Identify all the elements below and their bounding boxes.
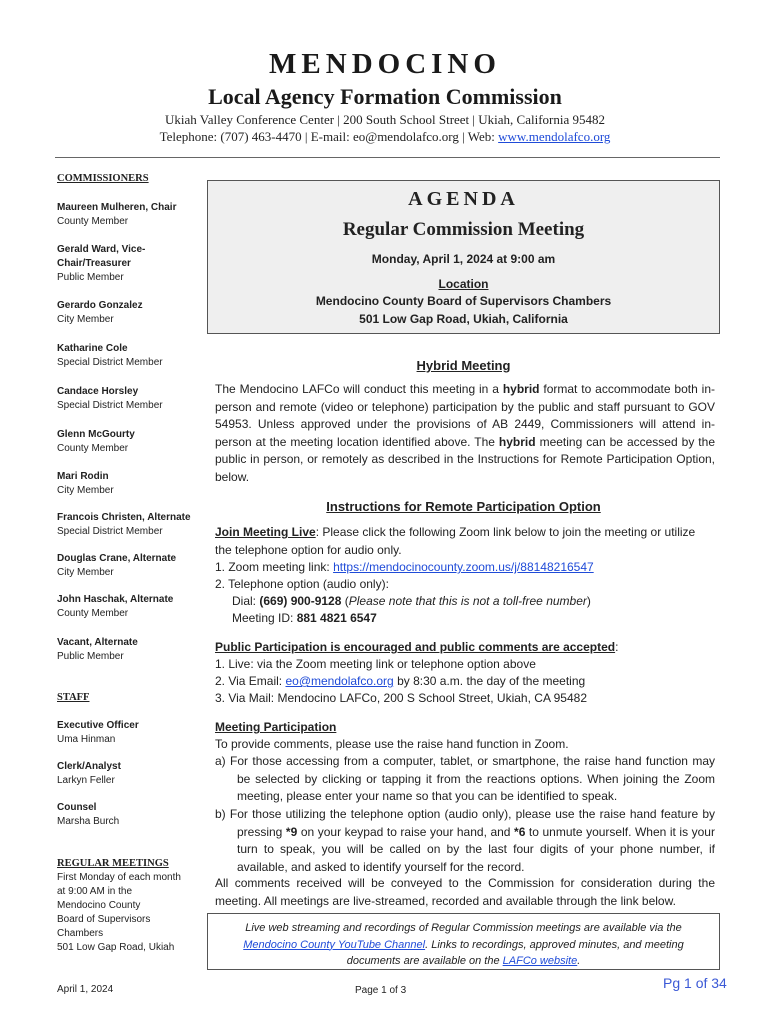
- zoom-item: [215, 559, 715, 577]
- commissioner-name: Candace Horsley: [57, 386, 139, 397]
- commissioner-role: City Member: [57, 314, 114, 325]
- public-label-line: [215, 639, 715, 657]
- text: 2. Via Email:: [215, 674, 286, 688]
- meetings-line: Chambers: [57, 928, 104, 939]
- text: by 8:30 a.m. the day of the meeting: [393, 674, 586, 688]
- text: Meeting ID:: [232, 611, 297, 625]
- commissioner-entry: [57, 470, 197, 498]
- commissioner-role: Special District Member: [57, 526, 163, 537]
- commissioner-name: Douglas Crane, Alternate: [57, 553, 177, 564]
- hybrid-heading: Hybrid Meeting: [416, 358, 511, 373]
- website-link[interactable]: www.mendolafco.org: [498, 129, 611, 144]
- participation-intro: To provide comments, please use the raise hand function in Zoom.: [215, 737, 569, 751]
- hybrid-paragraph: [215, 381, 715, 486]
- join-label: Join Meeting Live: [215, 525, 316, 539]
- meetings-info: [57, 871, 197, 955]
- meetings-line: Board of Supervisors: [57, 914, 151, 925]
- commissioner-role: Special District Member: [57, 400, 163, 411]
- commissioner-role: Special District Member: [57, 357, 163, 368]
- org-subtitle: Local Agency Formation Commission: [208, 84, 562, 109]
- text: 1. Zoom meeting link:: [215, 560, 334, 574]
- commissioner-role: City Member: [57, 485, 114, 496]
- commissioner-name: Gerald Ward, Vice-: [57, 244, 146, 255]
- youtube-link[interactable]: Mendocino County YouTube Channel: [243, 938, 426, 951]
- remote-heading: Instructions for Remote Participation Option: [326, 499, 601, 514]
- commissioner-name-cont: Chair/Treasurer: [57, 258, 131, 269]
- text: . Links to recordings, approved minutes, and meeting documents are available on the: [346, 938, 684, 967]
- header-divider: [55, 157, 720, 158]
- contact-line: [0, 129, 770, 145]
- commissioner-entry: [57, 243, 197, 285]
- commissioner-name: Gerardo Gonzalez: [57, 300, 143, 311]
- location-label: Location: [438, 277, 489, 291]
- meetings-heading: REGULAR MEETINGS: [57, 858, 169, 869]
- commissioner-role: Public Member: [57, 651, 124, 662]
- meetings-line: at 9:00 AM in the: [57, 886, 133, 897]
- participation-item-a: a) For those accessing from a computer, tablet, or smartphone, the raise hand function may be selected by clicking or tapping it from the reactions options. When joining the Zoom meeting, please enter your name so that you can be identified to speak.: [215, 754, 715, 803]
- zoom-link[interactable]: https://mendocinocounty.zoom.us/j/88148216547: [333, 560, 594, 574]
- dial-note: Please note that this is not a toll-free number: [348, 594, 587, 608]
- text: : Please click the following Zoom link below to join the meeting or utilize the telephone option for audio only.: [215, 525, 696, 557]
- staff-entry: [57, 760, 197, 788]
- meeting-date: Monday, April 1, 2024 at 9:00 am: [371, 252, 556, 266]
- commissioner-entry: [57, 552, 197, 580]
- text: b) For those utilizing the telephone option (audio only), please use the raise hand feature by pressing: [215, 807, 715, 839]
- commissioner-name: Francois Christen, Alternate: [57, 512, 191, 523]
- location-line: Mendocino County Board of Supervisors Chambers: [315, 294, 612, 308]
- commissioner-role: County Member: [57, 443, 129, 454]
- join-paragraph: [215, 524, 715, 559]
- commissioner-role: County Member: [57, 608, 129, 619]
- commissioner-name: Glenn McGourty: [57, 429, 135, 440]
- agenda-box: [207, 180, 720, 334]
- meeting-type: Regular Commission Meeting: [342, 219, 585, 240]
- participation-label-line: [215, 719, 715, 737]
- email-link[interactable]: eo@mendolafco.org: [285, 674, 394, 688]
- commissioner-entry: [57, 299, 197, 327]
- phone-item: 2. Telephone option (audio only):: [215, 577, 389, 591]
- commissioner-role: City Member: [57, 567, 114, 578]
- participation-label: Meeting Participation: [215, 720, 337, 734]
- viewer-page-indicator: Pg 1 of 34: [663, 975, 727, 991]
- commissioner-name: Katharine Cole: [57, 343, 128, 354]
- participation-closing: All comments received will be conveyed to the Commission for consideration during the meeting. All meetings are live-streamed, recorded and available through the link below.: [215, 876, 715, 908]
- commissioner-entry: [57, 636, 197, 664]
- meeting-id: 881 4821 6547: [296, 611, 377, 625]
- text: format to accommodate both in-person and remote (video or telephone) participation by the public and staff pursuant to GOV 54953. Unless approved under the provisions of AB 2449, Commissioners will attend in-person at the meeting location identified above. The: [215, 382, 716, 449]
- dial-number: (669) 900-9128: [259, 594, 342, 608]
- commissioner-entry: [57, 428, 197, 456]
- footer-page-number: Page 1 of 3: [355, 985, 407, 996]
- text: :: [615, 640, 619, 654]
- public-label: Public Participation is encouraged and public comments are accepted: [215, 640, 616, 654]
- staff-entry: [57, 719, 197, 747]
- text: to unmute yourself. When it is your turn to speak, you will be called on by the last four digits of your phone number, if available, and asked to identify yourself for the record.: [237, 824, 715, 874]
- meetings-line: Mendocino County: [57, 900, 141, 911]
- streaming-notice: [207, 913, 720, 970]
- footer-date: April 1, 2024: [57, 984, 114, 995]
- commissioner-name: John Haschak, Alternate: [57, 594, 174, 605]
- text: on your keypad to raise your hand, and: [297, 824, 515, 839]
- staff-heading: STAFF: [57, 692, 90, 703]
- agenda-title: AGENDA: [408, 188, 519, 210]
- org-title: MENDOCINO: [269, 48, 501, 80]
- public-item: [215, 673, 715, 691]
- commissioner-role: County Member: [57, 216, 129, 227]
- staff-title: Clerk/Analyst: [57, 761, 121, 772]
- staff-title: Counsel: [57, 802, 97, 813]
- commissioner-name: Vacant, Alternate: [57, 637, 138, 648]
- lafco-website-link[interactable]: LAFCo website: [502, 955, 578, 967]
- staff-title: Executive Officer: [57, 720, 139, 731]
- location-line: 501 Low Gap Road, Ukiah, California: [359, 312, 568, 326]
- staff-name: Larkyn Feller: [57, 775, 115, 786]
- commissioner-name: Maureen Mulheren, Chair: [57, 202, 177, 213]
- text: The Mendocino LAFCo will conduct this meeting in a: [215, 382, 503, 396]
- bold-text: hybrid: [502, 382, 540, 396]
- staff-name: Uma Hinman: [57, 734, 116, 745]
- meetings-line: First Monday of each month: [57, 872, 181, 883]
- bold-text: hybrid: [498, 434, 536, 449]
- commissioner-entry: [57, 511, 197, 539]
- commissioner-entry: [57, 593, 197, 621]
- dial-line: [232, 593, 732, 611]
- commissioner-entry: [57, 385, 197, 413]
- meetings-line: 501 Low Gap Road, Ukiah: [57, 942, 175, 953]
- contact-text: Telephone: (707) 463-4470 | E-mail: eo@mendolafco.org | Web:: [159, 129, 499, 144]
- commissioner-entry: [57, 342, 197, 370]
- key-code: *9: [285, 824, 298, 839]
- public-item: 1. Live: via the Zoom meeting link or telephone option above: [215, 657, 536, 671]
- commissioner-entry: [57, 201, 197, 229]
- commissioners-heading: COMMISSIONERS: [57, 173, 149, 184]
- text: Live web streaming and recordings of Regular Commission meetings are available via the: [245, 922, 682, 934]
- public-item: 3. Via Mail: Mendocino LAFCo, 200 S School Street, Ukiah, CA 95482: [215, 691, 587, 705]
- address-line: Ukiah Valley Conference Center | 200 South School Street | Ukiah, California 95482: [164, 112, 605, 127]
- text: ): [586, 594, 591, 608]
- participation-item-b: [215, 806, 715, 876]
- text: meeting can be accessed by the public in person, or remotely as described in the Instructions for Remote Participation Option, below.: [215, 434, 715, 484]
- text: .: [577, 955, 581, 967]
- commissioner-name: Mari Rodin: [57, 471, 109, 482]
- key-code: *6: [514, 824, 526, 839]
- meeting-id-line: [232, 610, 732, 628]
- text: Dial:: [232, 594, 260, 608]
- staff-name: Marsha Burch: [57, 816, 120, 827]
- commissioner-role: Public Member: [57, 272, 124, 283]
- staff-entry: [57, 801, 197, 829]
- text: (: [341, 594, 349, 608]
